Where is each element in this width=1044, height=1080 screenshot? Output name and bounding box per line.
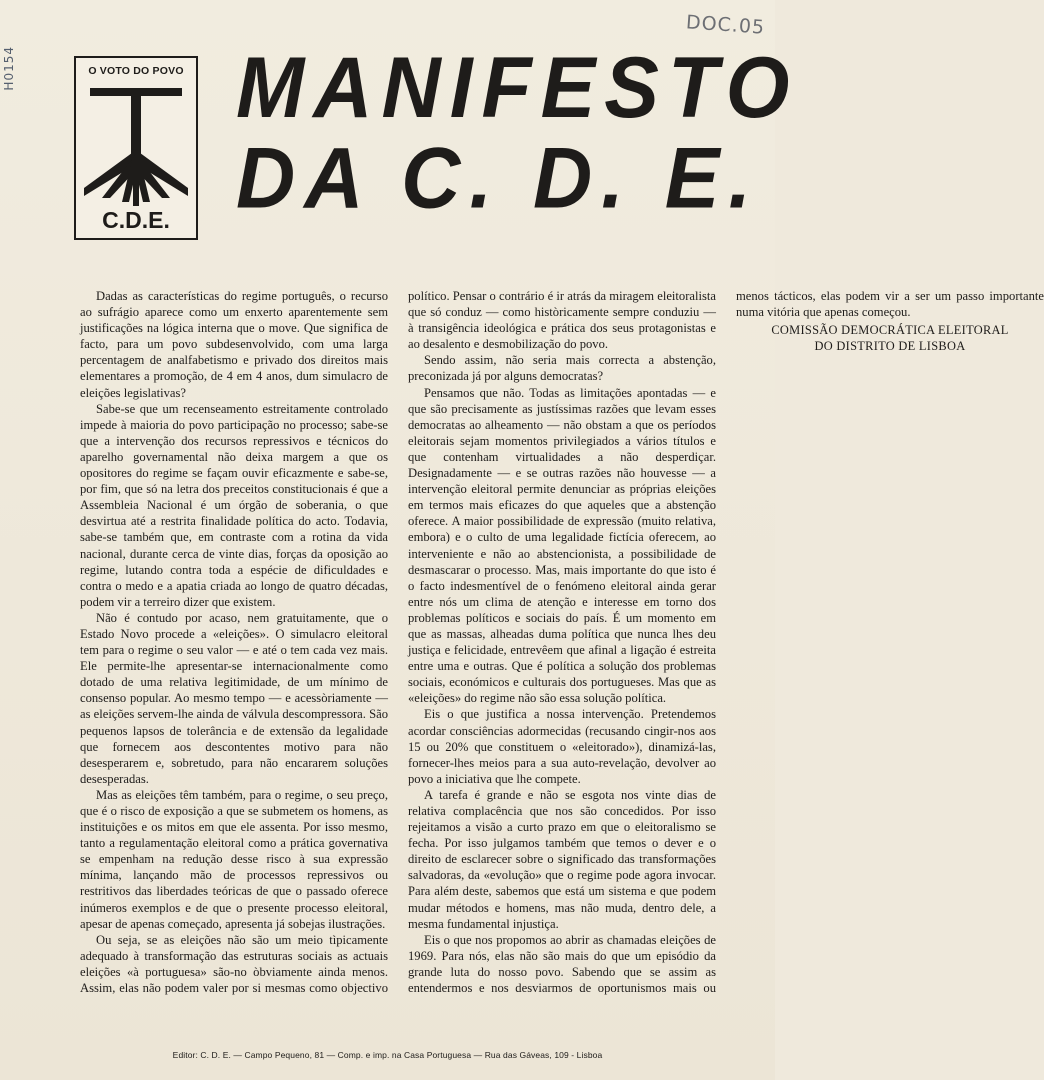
paragraph: Eis o que nos propomos ao abrir as chamadas eleições de 1969. Para nós, elas não são mais do que um episódio da grande luta do nosso povo. Sabendo que se assim as entendermos e nos desviarmos de oportunismos mais ou menos tácticos, elas podem vir a ser um passo importante numa vitória que apenas começou. xyxy=(408,289,1044,996)
paragraph: Sabe-se que um recenseamento estreitamente controlado impede à maioria do povo participação no processo; sabe-se que a intervenção dos recursos repressivos e técnicos do aparelho governamental não deixa margem a que os opositores do regime se façam ouvir eficazmente e sabe-se, por fim, que só na letra dos preceitos constitucionais é que a Assembleia Nacional é um órgão de soberania, o que desvirtua até a restrita finalidade política do acto. Todavia, sabe-se também que, em contraste com a rotina da vida nacional, durante cerca de vinte dias, forças da oposição ao regime, lutando contra toda a espécie de dificuldades e contra o medo e a apatia criada ao longo de quatro décadas, podem vir a terreiro dizer que existem. xyxy=(80,401,388,609)
paragraph: Pensamos que não. Todas as limitações apontadas — e que são precisamente as justíssimas razões que levam esses democratas ao alheamento — não obstam a que os períodos eleitorais sejam momentos privilegiados a vários títulos e que contenham virtualidades a não desperdiçar. Designadamente — e se outras razões não houvesse — a intervenção eleitoral permite denunciar as próprias eleições em termos mais eficazes do que aqueles que a abstenção oferece. A maior possibilidade de expressão (muito relativa, embora) e o culto de uma legalidade fictícia oferecem, ao interveniente e não ao abstencionista, a possibilidade de desmascarar o processo. Mas, mais importante do que isto é o facto indesmentível de o fenómeno eleitoral ainda gerar entre nós um clima de atenção e interesse em torno dos problemas políticos e sociais do país. É um momento em que as massas, alheadas duma política que nunca lhes deu justiça e felicidade, entrevêem que afinal a ligação é estreita entre uma e outras. Que é política a solução dos problemas sociais, económicos e culturais dos portugueses. Mas que as «eleições» do regime não são essa solução política. xyxy=(408,385,716,706)
handwritten-archive-code: H0154 xyxy=(2,46,16,91)
cde-logo xyxy=(74,56,198,240)
paragraph: Dadas as características do regime português, o recurso ao sufrágio aparece como um enxerto aparentemente sem justificações na lógica interna que o move. Que significa de facto, para um povo subdesenvolvido, com uma larga percentagem de analfabetismo e privado dos direitos mais elementares a promoção, de 4 em 4 anos, dum simulacro de eleições legislativas? xyxy=(80,289,388,400)
page-title xyxy=(236,40,799,227)
paragraph: Eis o que justifica a nossa intervenção. Pretendemos acordar consciências adormecidas (recusando cingir-nos aos 15 ou 20% que constituem o «eleitorado»), dinamizá-las, fornecer-lhes meios para a sua auto-revelação, devolver ao povo a iniciativa que lhe compete. xyxy=(408,707,716,786)
manifesto-body xyxy=(80,288,1044,1002)
handwritten-doc-number: DOC.05 xyxy=(685,11,766,39)
title-line-1: MANIFESTO xyxy=(236,40,799,137)
signature-line-1: COMISSÃO DEMOCRÁTICA ELEITORAL xyxy=(771,323,1009,338)
signature-block xyxy=(736,322,1044,354)
paragraph: Não é contudo por acaso, nem gratuitamente, que o Estado Novo procede a «eleições». O simulacro eleitoral tem para o regime o seu valor — e até o tem cada vez mais. Ele permite-lhe apresentar-se internacionalmente como dotado de uma relativa legitimidade, de um mínimo de consenso popular. Ao mesmo tempo — e acessòriamente — as eleições servem-lhe ainda de válvula descompressora. São pequenos lapsos de tolerância e de extensão da legalidade que fornecem aos descontentes motivo para não desesperarem e, sobretudo, para não encararem soluções desesperadas. xyxy=(80,610,388,786)
paragraph: Sendo assim, não seria mais correcta a abstenção, preconizada já por alguns democratas? xyxy=(408,353,716,384)
logo-letters: C.D.E. xyxy=(102,207,170,233)
title-line-2: DA C. D. E. xyxy=(236,130,761,227)
signature-line-2: DO DISTRITO DE LISBOA xyxy=(814,339,966,354)
logo-caption: O VOTO DO POVO xyxy=(88,65,184,77)
publisher-footer: Editor: C. D. E. — Campo Pequeno, 81 — Comp. e imp. na Casa Portuguesa — Rua das Gáveas, 109 - Lisboa xyxy=(172,1050,603,1060)
tree-root-emblem-icon xyxy=(76,80,196,210)
paragraph: A tarefa é grande e não se esgota nos vinte dias de relativa complacência que nos são concedidos. Por isso rejeitamos a visão a curto prazo em que o eleitoralismo se fecha. Por isso julgamos também que temos o dever e o direito de esclarecer sobre o significado das transformações salvadoras, da «evolução» que o regime pode agora invocar. Para além deste, sabemos que está um sistema e que podem mudar métodos e homens, mas não muda, dentro dele, a mesma fundamental injustiça. xyxy=(408,787,716,931)
paragraph: Ou seja, se as eleições não são um meio tìpicamente adequado à transformação das estruturas sociais as actuais eleições «à portuguesa» são-no òbviamente ainda menos. Assim, elas não podem valer por si mesmas como objectivo político. Pensar o contrário é ir atrás da miragem eleitoralista que só conduz — como històricamente sempre conduziu — à transigência ideológica e prática dos seus protagonistas e ao desalento e desmobilização do povo. xyxy=(80,289,716,996)
paragraph: Mas as eleições têm também, para o regime, o seu preço, que é o risco de exposição a que se submetem os homens, as instituições e os mitos em que ele assenta. Por isso mesmo, tanto a regulamentação eleitoral como a prática governativa se empenham na redução desse risco à sua expressão mínima, lançando mão de processos repressivos ou restritivos das liberdades teóricas de que o passado oferece inúmeros exemplos e de que o presente processo eleitoral, apesar de apenas começado, apresenta já sobejas ilustrações. xyxy=(80,787,388,931)
